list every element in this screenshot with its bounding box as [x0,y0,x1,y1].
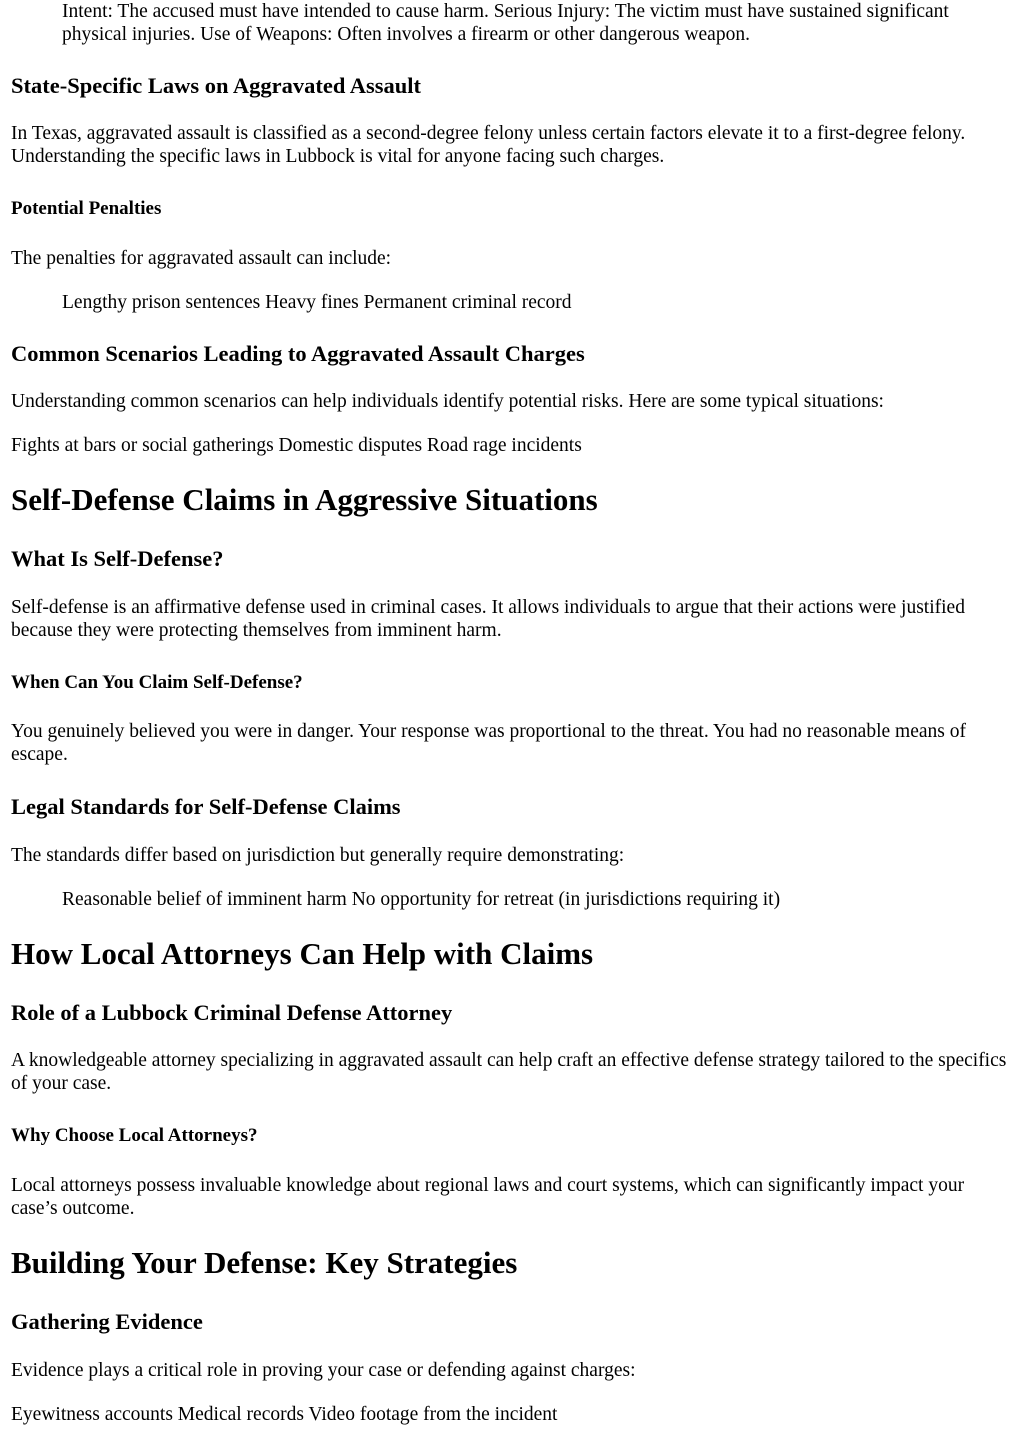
gathering-evidence-paragraph: Evidence plays a critical role in proving your case or defending against charges: [11,1360,636,1381]
self-defense-title: Self-Defense Claims in Aggressive Situations [11,482,598,517]
intro-list-text: Intent: The accused must have intended to cause harm. Serious Injury: The victim must have sustained significant physical injuries. Use of Weapons: Often involves a firearm or other dangerous weapon. [62,1,949,45]
penalties-heading: Potential Penalties [11,198,162,219]
gathering-evidence-heading: Gathering Evidence [11,1309,203,1334]
when-claim-heading: When Can You Claim Self-Defense? [11,672,303,693]
evidence-list: Eyewitness accounts Medical records Video footage from the incident [11,1404,558,1425]
scenarios-heading: Common Scenarios Leading to Aggravated Assault Charges [11,341,585,366]
why-local-heading: Why Choose Local Attorneys? [11,1125,258,1146]
legal-standards-paragraph: The standards differ based on jurisdiction but generally require demonstrating: [11,845,625,866]
local-attorneys-title: How Local Attorneys Can Help with Claims [11,936,594,971]
legal-standards-list: Reasonable belief of imminent harm No opportunity for retreat (in jurisdictions requiring it) [62,889,781,910]
attorney-role-paragraph: A knowledgeable attorney specializing in aggravated assault can help craft an effective defense strategy tailored to the specifics of your case. [11,1050,1007,1094]
what-is-self-defense-paragraph: Self-defense is an affirmative defense used in criminal cases. It allows individuals to argue that their actions were justified because they were protecting themselves from imminent harm. [11,597,965,641]
state-laws-paragraph: In Texas, aggravated assault is classified as a second-degree felony unless certain factors elevate it to a first-degree felony. Understanding the specific laws in Lubbock is vital for anyone facing such charges. [11,123,966,167]
penalties-list: Lengthy prison sentences Heavy fines Permanent criminal record [62,292,572,313]
when-claim-paragraph: You genuinely believed you were in danger. Your response was proportional to the threat. You had no reasonable means of escape. [11,721,966,765]
scenarios-list: Fights at bars or social gatherings Domestic disputes Road rage incidents [11,435,582,456]
legal-standards-heading: Legal Standards for Self-Defense Claims [11,794,401,819]
scenarios-paragraph: Understanding common scenarios can help individuals identify potential risks. Here are some typical situations: [11,391,884,412]
penalties-paragraph: The penalties for aggravated assault can include: [11,248,392,269]
what-is-self-defense-heading: What Is Self-Defense? [11,546,224,571]
attorney-role-heading: Role of a Lubbock Criminal Defense Attorney [11,1000,453,1025]
why-local-paragraph: Local attorneys possess invaluable knowledge about regional laws and court systems, which can significantly impact your case’s outcome. [11,1175,965,1219]
key-strategies-title: Building Your Defense: Key Strategies [11,1245,518,1280]
state-laws-heading: State-Specific Laws on Aggravated Assault [11,73,421,98]
